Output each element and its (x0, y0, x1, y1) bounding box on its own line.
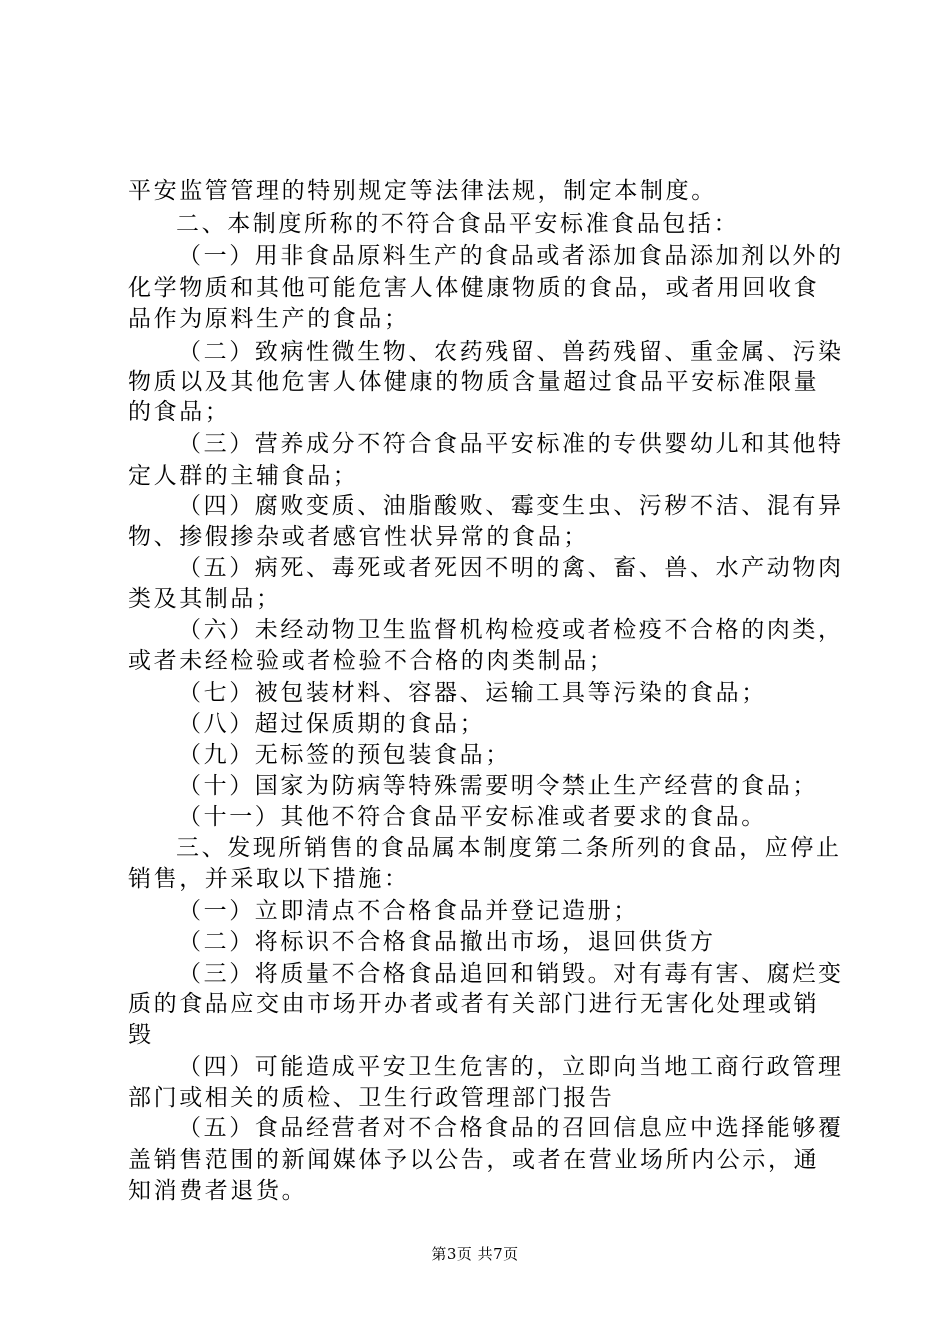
page-number-footer: 第3页 共7页 (431, 1245, 519, 1263)
list-item: （二）将标识不合格食品撤出市场，退回供货方 (178, 929, 716, 955)
list-item: （五）病死、毒死或者死因不明的禽、畜、兽、水产动物肉 (178, 555, 844, 581)
text-line: 知消费者退货。 (128, 1178, 308, 1204)
list-item: （三）营养成分不符合食品平安标准的专供婴幼儿和其他特 (178, 431, 844, 457)
text-line: 或者未经检验或者检验不合格的肉类制品； (128, 648, 615, 674)
text-line: 的食品； (128, 399, 231, 425)
list-item: （九）无标签的预包装食品； (178, 742, 511, 768)
list-item: （六）未经动物卫生监督机构检疫或者检疫不合格的肉类， (178, 617, 844, 643)
list-item: （十）国家为防病等特殊需要明令禁止生产经营的食品； (178, 773, 818, 799)
text-line: 平安监管管理的特别规定等法律法规，制定本制度。 (128, 178, 717, 204)
text-line: 物质以及其他危害人体健康的物质含量超过食品平安标准限量 (128, 369, 820, 395)
text-line: 物、掺假掺杂或者感官性状异常的食品； (128, 524, 589, 550)
text-line: 定人群的主辅食品； (128, 463, 359, 489)
list-item: （五）食品经营者对不合格食品的召回信息应中选择能够覆 (178, 1115, 844, 1141)
section-heading: 二、本制度所称的不符合食品平安标准食品包括： (176, 211, 740, 237)
list-item: （七）被包装材料、容器、运输工具等污染的食品； (178, 680, 767, 706)
list-item: （四）腐败变质、油脂酸败、霉变生虫、污秽不洁、混有异 (178, 493, 844, 519)
list-item: （四）可能造成平安卫生危害的，立即向当地工商行政管理 (178, 1054, 844, 1080)
list-item: （二）致病性微生物、农药残留、兽药残留、重金属、污染 (178, 339, 844, 365)
section-heading: 三、发现所销售的食品属本制度第二条所列的食品，应停止 (176, 835, 842, 861)
text-line: 类及其制品； (128, 586, 282, 612)
text-line: 盖销售范围的新闻媒体予以公告，或者在营业场所内公示，通 (128, 1147, 820, 1173)
text-line: 销售，并采取以下措施： (128, 866, 410, 892)
text-line: 毁 (128, 1022, 154, 1048)
text-line: 品作为原料生产的食品； (128, 306, 410, 332)
list-item: （八）超过保质期的食品； (178, 711, 486, 737)
text-line: 化学物质和其他可能危害人体健康物质的食品，或者用回收食 (128, 275, 820, 301)
list-item: （十一）其他不符合食品平安标准或者要求的食品。 (178, 804, 767, 830)
list-item: （一）用非食品原料生产的食品或者添加食品添加剂以外的 (178, 243, 844, 269)
list-item: （三）将质量不合格食品追回和销毁。对有毒有害、腐烂变 (178, 961, 844, 987)
text-line: 质的食品应交由市场开办者或者有关部门进行无害化处理或销 (128, 991, 820, 1017)
list-item: （一）立即清点不合格食品并登记造册； (178, 898, 639, 924)
text-line: 部门或相关的质检、卫生行政管理部门报告 (128, 1085, 615, 1111)
